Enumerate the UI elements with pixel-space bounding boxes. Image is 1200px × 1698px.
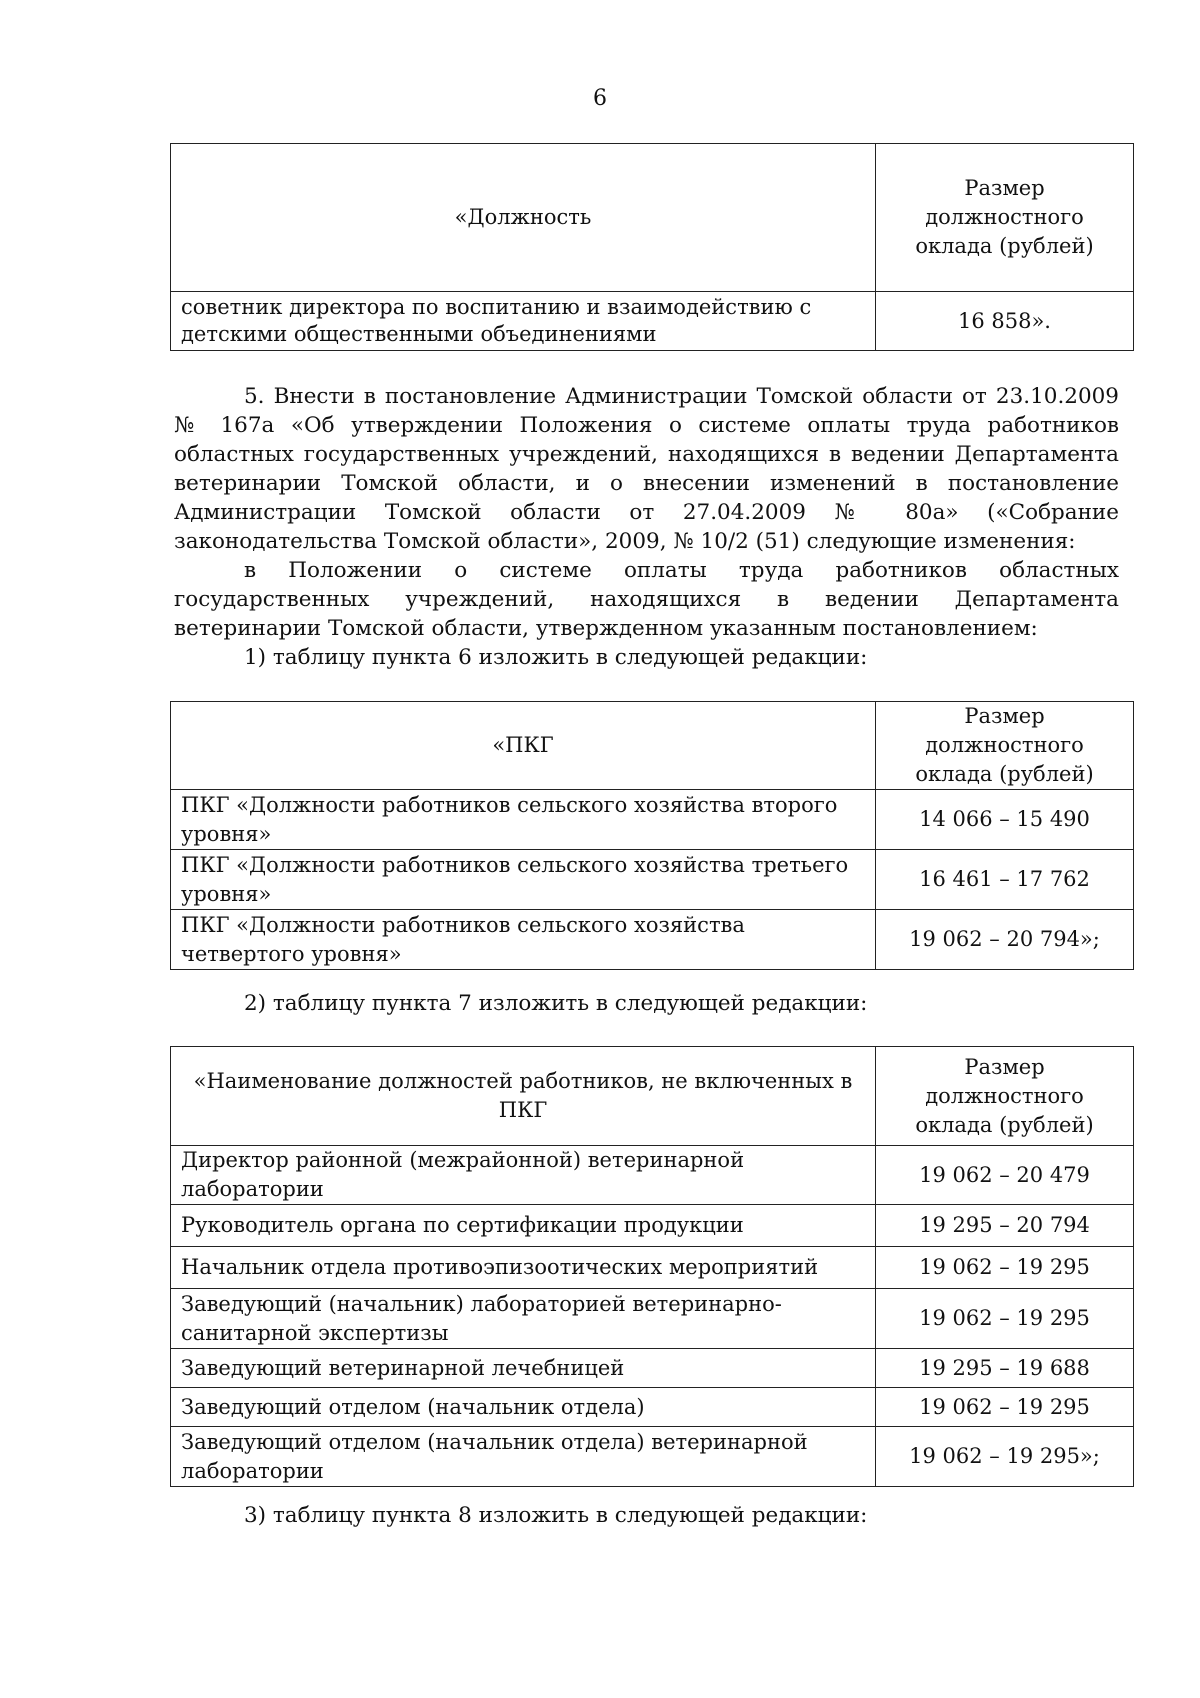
page-number: 6: [593, 86, 607, 111]
table-pkg-salary: [170, 701, 1134, 970]
header-cell-position: «Должность: [171, 144, 876, 292]
row-name-cell: Заведующий отделом (начальник отдела): [171, 1388, 876, 1427]
table-row: [171, 1146, 1134, 1205]
section5-item-1: 1) таблицу пункта 6 изложить в следующей редакции:: [244, 645, 868, 670]
header-cell-pkg: «ПКГ: [171, 702, 876, 790]
table-row: [171, 910, 1134, 970]
header-cell-salary: Размер должностного оклада (рублей): [876, 1047, 1134, 1146]
table-row: [171, 850, 1134, 910]
row-name-cell: Директор районной (межрайонной) ветеринарной лаборатории: [171, 1146, 876, 1205]
table-header-row: [171, 702, 1134, 790]
table-row: [171, 1247, 1134, 1289]
row-value-cell: 19 062 – 19 295: [876, 1289, 1134, 1349]
table-header-row: [171, 144, 1134, 292]
row-name-cell: ПКГ «Должности работников сельского хозяйства четвертого уровня»: [171, 910, 876, 970]
header-cell-salary: Размер должностного оклада (рублей): [876, 144, 1134, 292]
table-header-row: [171, 1047, 1134, 1146]
table-row: [171, 1289, 1134, 1349]
item-2: 2) таблицу пункта 7 изложить в следующей редакции:: [244, 991, 868, 1016]
row-name-cell: Руководитель органа по сертификации продукции: [171, 1205, 876, 1247]
table-row: [171, 292, 1134, 351]
row-name-cell: Заведующий отделом (начальник отдела) ветеринарной лаборатории: [171, 1427, 876, 1487]
row-name-cell: Начальник отдела противоэпизоотических мероприятий: [171, 1247, 876, 1289]
table-row: [171, 1388, 1134, 1427]
header-cell-positions: «Наименование должностей работников, не включенных в ПКГ: [171, 1047, 876, 1146]
item-3: 3) таблицу пункта 8 изложить в следующей редакции:: [244, 1503, 868, 1528]
table-row: [171, 1205, 1134, 1247]
row-value-cell: 19 062 – 20 479: [876, 1146, 1134, 1205]
row-value-cell: 16 461 – 17 762: [876, 850, 1134, 910]
table-row: [171, 1427, 1134, 1487]
row-name-cell: Заведующий (начальник) лабораторией ветеринарно-санитарной экспертизы: [171, 1289, 876, 1349]
row-name-cell: Заведующий ветеринарной лечебницей: [171, 1349, 876, 1388]
row-name-cell: советник директора по воспитанию и взаимодействию с детскими общественными объединениями: [171, 292, 876, 351]
row-value-cell: 19 295 – 20 794: [876, 1205, 1134, 1247]
row-value-cell: 19 062 – 19 295: [876, 1388, 1134, 1427]
table-row: [171, 1349, 1134, 1388]
row-value-cell: 19 062 – 20 794»;: [876, 910, 1134, 970]
header-cell-salary: Размер должностного оклада (рублей): [876, 702, 1134, 790]
row-name-cell: ПКГ «Должности работников сельского хозяйства второго уровня»: [171, 790, 876, 850]
section5-paragraph: 5. Внести в постановление Администрации Томской области от 23.10.2009 № 167а «Об утверждении Положения о системе оплаты труда работников областных государственных учреждений, находящихся в ведении Департамента ветеринарии Томской области, и о внесении изменений в постановление Администрации Томской области от 27.04.2009 № 80а» («Собрание законодательства Томской области», 2009, № 10/2 (51) следующие изменения:: [174, 384, 1119, 554]
row-value-cell: 16 858».: [876, 292, 1134, 351]
row-value-cell: 19 062 – 19 295: [876, 1247, 1134, 1289]
row-value-cell: 19 062 – 19 295»;: [876, 1427, 1134, 1487]
table-non-pkg-salary: [170, 1046, 1134, 1487]
row-value-cell: 19 295 – 19 688: [876, 1349, 1134, 1388]
table-position-salary: [170, 143, 1134, 351]
row-name-cell: ПКГ «Должности работников сельского хозяйства третьего уровня»: [171, 850, 876, 910]
table-row: [171, 790, 1134, 850]
section5-paragraph-2: в Положении о системе оплаты труда работников областных государственных учреждений, находящихся в ведении Департамента ветеринарии Томской области, утвержденном указанным постановлением:: [174, 558, 1119, 641]
row-value-cell: 14 066 – 15 490: [876, 790, 1134, 850]
